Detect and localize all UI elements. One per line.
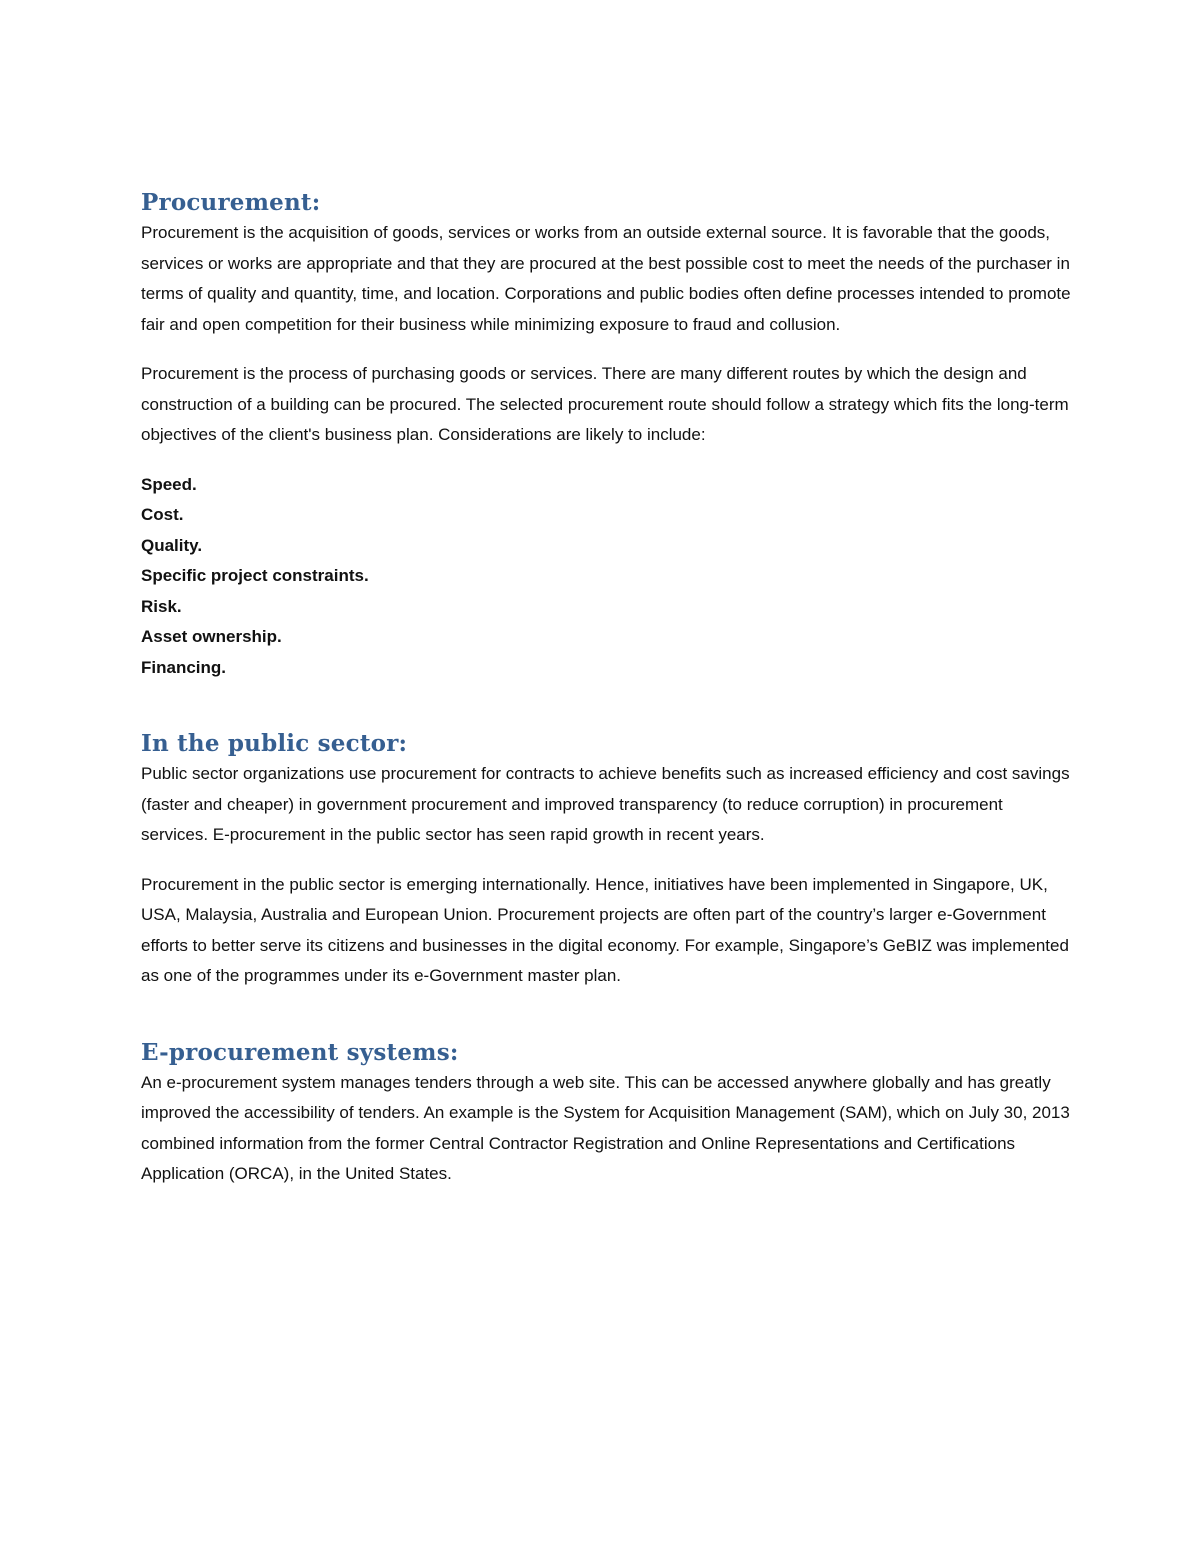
document-page [141, 188, 1071, 1190]
section-heading-e-procurement: E-procurement systems: [141, 1038, 459, 1066]
list-item: Quality. [141, 535, 203, 555]
paragraph: Public sector organizations use procurement for contracts to achieve benefits such as increased efficiency and cost savings (faster and cheaper) in government procurement and improved transparency (to reduce corruption) in procurement services. E-procurement in the public sector has seen rapid growth in recent years. [141, 764, 1070, 844]
paragraph: Procurement is the process of purchasing goods or services. There are many different routes by which the design and construction of a building can be procured. The selected procurement route should follow a strategy which fits the long-term objectives of the client's business plan. Considerations are likely to include: [141, 364, 1069, 444]
list-item: Risk. [141, 596, 182, 616]
list-item: Specific project constraints. [141, 566, 369, 585]
paragraph: An e-procurement system manages tenders through a web site. This can be accessed anywhere globally and has greatly improved the accessibility of tenders. An example is the System for Acquisition Management (SAM), which on July 30, 2013 combined information from the former Central Contractor Registration and Online Representations and Certifications Application (ORCA), in the United States. [141, 1072, 1070, 1183]
section-heading-procurement: Procurement: [141, 189, 321, 216]
section-heading-public-sector: In the public sector: [141, 730, 408, 757]
considerations-list [141, 470, 1071, 684]
list-item: Financing. [141, 657, 226, 677]
paragraph: Procurement is the acquisition of goods, services or works from an outside external source. It is favorable that the goods, services or works are appropriate and that they are procured at the best possible cost to meet the needs of the purchaser in terms of quality and quantity, time, and location. Corporations and public bodies often define processes intended to promote fair and open competition for their business while minimizing exposure to fraud and collusion. [141, 223, 1071, 334]
list-item: Cost. [141, 505, 184, 524]
list-item: Speed. [141, 474, 197, 494]
list-item: Asset ownership. [141, 627, 282, 646]
paragraph: Procurement in the public sector is emerging internationally. Hence, initiatives have been implemented in Singapore, UK, USA, Malaysia, Australia and European Union. Procurement projects are often part of the country’s larger e-Government efforts to better serve its citizens and businesses in the digital economy. For example, Singapore’s GeBIZ was implemented as one of the programmes under its e-Government master plan. [141, 874, 1069, 985]
